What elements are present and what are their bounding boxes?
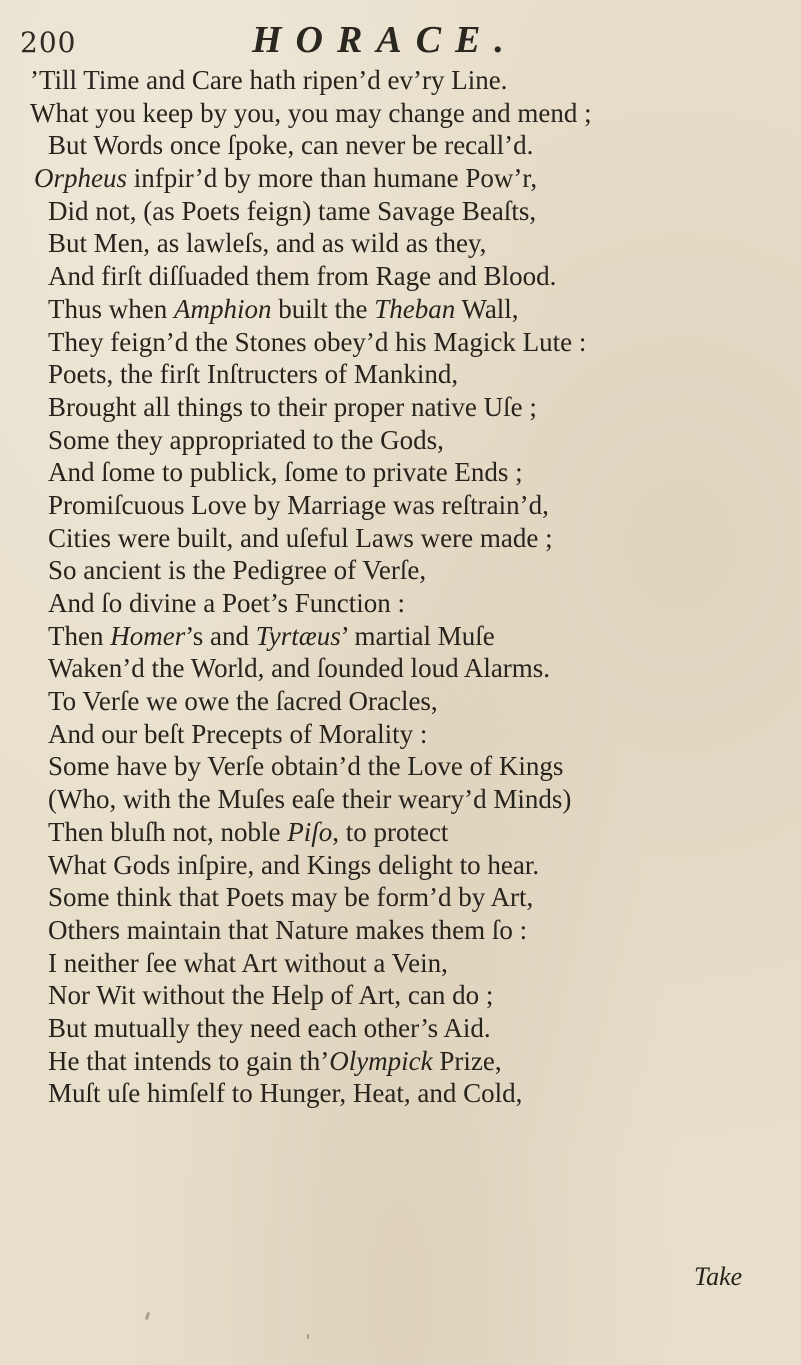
text-segment: Promiſcuous Love by Marriage was reſtrain’d, xyxy=(48,489,549,520)
ink-speck xyxy=(307,1334,309,1339)
verse-line xyxy=(0,64,801,97)
text-segment: (Who, with the Muſes eaſe their weary’d Minds) xyxy=(48,784,572,815)
verse-line xyxy=(0,326,801,359)
text-segment: But Men, as lawleſs, and as wild as they, xyxy=(48,228,487,259)
verse-line xyxy=(0,881,801,914)
verse-line xyxy=(0,358,801,391)
verse-line xyxy=(0,718,801,751)
text-segment: What you keep by you, you may change and mend ; xyxy=(30,97,592,128)
text-segment: Waken’d the World, and ſounded loud Alarms. xyxy=(48,653,551,684)
text-segment: Cities were built, and uſeful Laws were made ; xyxy=(48,522,553,553)
verse-line xyxy=(0,1077,801,1110)
verse-line xyxy=(0,456,801,489)
italic-segment: Homer xyxy=(110,620,186,651)
verse-line xyxy=(0,914,801,947)
italic-segment: Piſo xyxy=(287,816,333,847)
text-segment: Poets, the firſt Inſtructers of Mankind, xyxy=(48,359,459,390)
text-segment: And ſo divine a Poet’s Function : xyxy=(48,588,405,618)
text-segment: ’Till Time and Care hath ripen’d ev’ry Line. xyxy=(30,65,508,95)
text-segment: Some have by Verſe obtain’d the Love of Kings xyxy=(48,751,564,782)
italic-segment: Orpheus xyxy=(34,163,127,194)
text-segment: Some think that Poets may be form’d by Art, xyxy=(48,882,534,913)
italic-segment: Theban xyxy=(374,293,456,324)
book-title: HORACE. xyxy=(252,19,518,61)
text-segment: He that intends to gain th’ xyxy=(48,1045,330,1076)
text-segment: But Words once ſpoke, can never be recall’d. xyxy=(48,130,534,161)
ink-speck xyxy=(145,1312,151,1321)
text-segment: Thus when xyxy=(48,293,174,324)
verse-line xyxy=(0,489,801,522)
text-segment: built the xyxy=(271,293,375,324)
text-segment: Some they appropriated to the Gods, xyxy=(48,424,444,455)
verse-line xyxy=(0,1012,801,1045)
italic-segment: Amphion xyxy=(173,293,272,324)
text-segment: But mutually they need each other’s Aid. xyxy=(48,1012,491,1043)
text-segment: ’s and xyxy=(185,620,256,651)
verse-line xyxy=(0,587,801,620)
verse-line xyxy=(0,652,801,685)
text-segment: Others maintain that Nature makes them ſo : xyxy=(48,914,528,945)
text-segment: To Verſe we owe the ſacred Oracles, xyxy=(48,686,438,717)
text-segment: They feign’d the Stones obey’d his Magick Lute : xyxy=(48,326,587,357)
text-segment: ’ martial Muſe xyxy=(340,620,495,651)
text-segment: So ancient is the Pedigree of Verſe, xyxy=(48,555,427,586)
verse-line xyxy=(0,227,801,260)
text-segment: , to protect xyxy=(332,816,449,847)
text-segment: Then xyxy=(48,620,111,651)
text-segment: And firſt diſſuaded them from Rage and Blood. xyxy=(48,261,557,292)
verse-line xyxy=(0,554,801,587)
verse-line xyxy=(0,293,801,326)
text-segment: Brought all things to their proper native Uſe ; xyxy=(48,391,537,422)
text-segment: Wall, xyxy=(455,293,519,324)
verse-line xyxy=(0,979,801,1012)
text-segment: What Gods inſpire, and Kings delight to hear. xyxy=(48,849,540,880)
verse-line xyxy=(0,195,801,228)
catchword: Take xyxy=(694,1262,743,1291)
verse-line xyxy=(0,97,801,130)
running-head xyxy=(20,18,780,62)
text-segment: infpir’d by more than humane Pow’r, xyxy=(127,163,538,194)
italic-segment: Olympick xyxy=(329,1045,433,1076)
text-segment: I neither ſee what Art without a Vein, xyxy=(48,947,448,978)
text-segment: And our beſt Precepts of Morality : xyxy=(48,718,428,749)
verse-line xyxy=(0,424,801,457)
verse-line xyxy=(0,685,801,718)
verse-line xyxy=(0,391,801,424)
verse-line xyxy=(0,260,801,293)
verse-line xyxy=(0,783,801,816)
verse-block xyxy=(0,64,801,1110)
verse-line xyxy=(0,947,801,980)
verse-line xyxy=(0,522,801,555)
verse-line xyxy=(0,816,801,849)
text-segment: Nor Wit without the Help of Art, can do ; xyxy=(48,980,494,1011)
text-segment: And ſome to publick, ſome to private Ends ; xyxy=(48,457,523,488)
page-number: 200 xyxy=(20,26,77,59)
text-segment: Prize, xyxy=(432,1045,502,1076)
italic-segment: Tyrtæus xyxy=(255,620,341,651)
verse-line xyxy=(0,1045,801,1078)
verse-line xyxy=(0,849,801,882)
verse-line xyxy=(0,162,801,195)
verse-line xyxy=(0,750,801,783)
verse-line xyxy=(0,620,801,653)
text-segment: Then bluſh not, noble xyxy=(48,816,288,847)
verse-line xyxy=(0,129,801,162)
text-segment: Did not, (as Poets feign) tame Savage Beaſts, xyxy=(48,195,537,226)
text-segment: Muſt uſe himſelf to Hunger, Heat, and Cold, xyxy=(48,1078,523,1109)
